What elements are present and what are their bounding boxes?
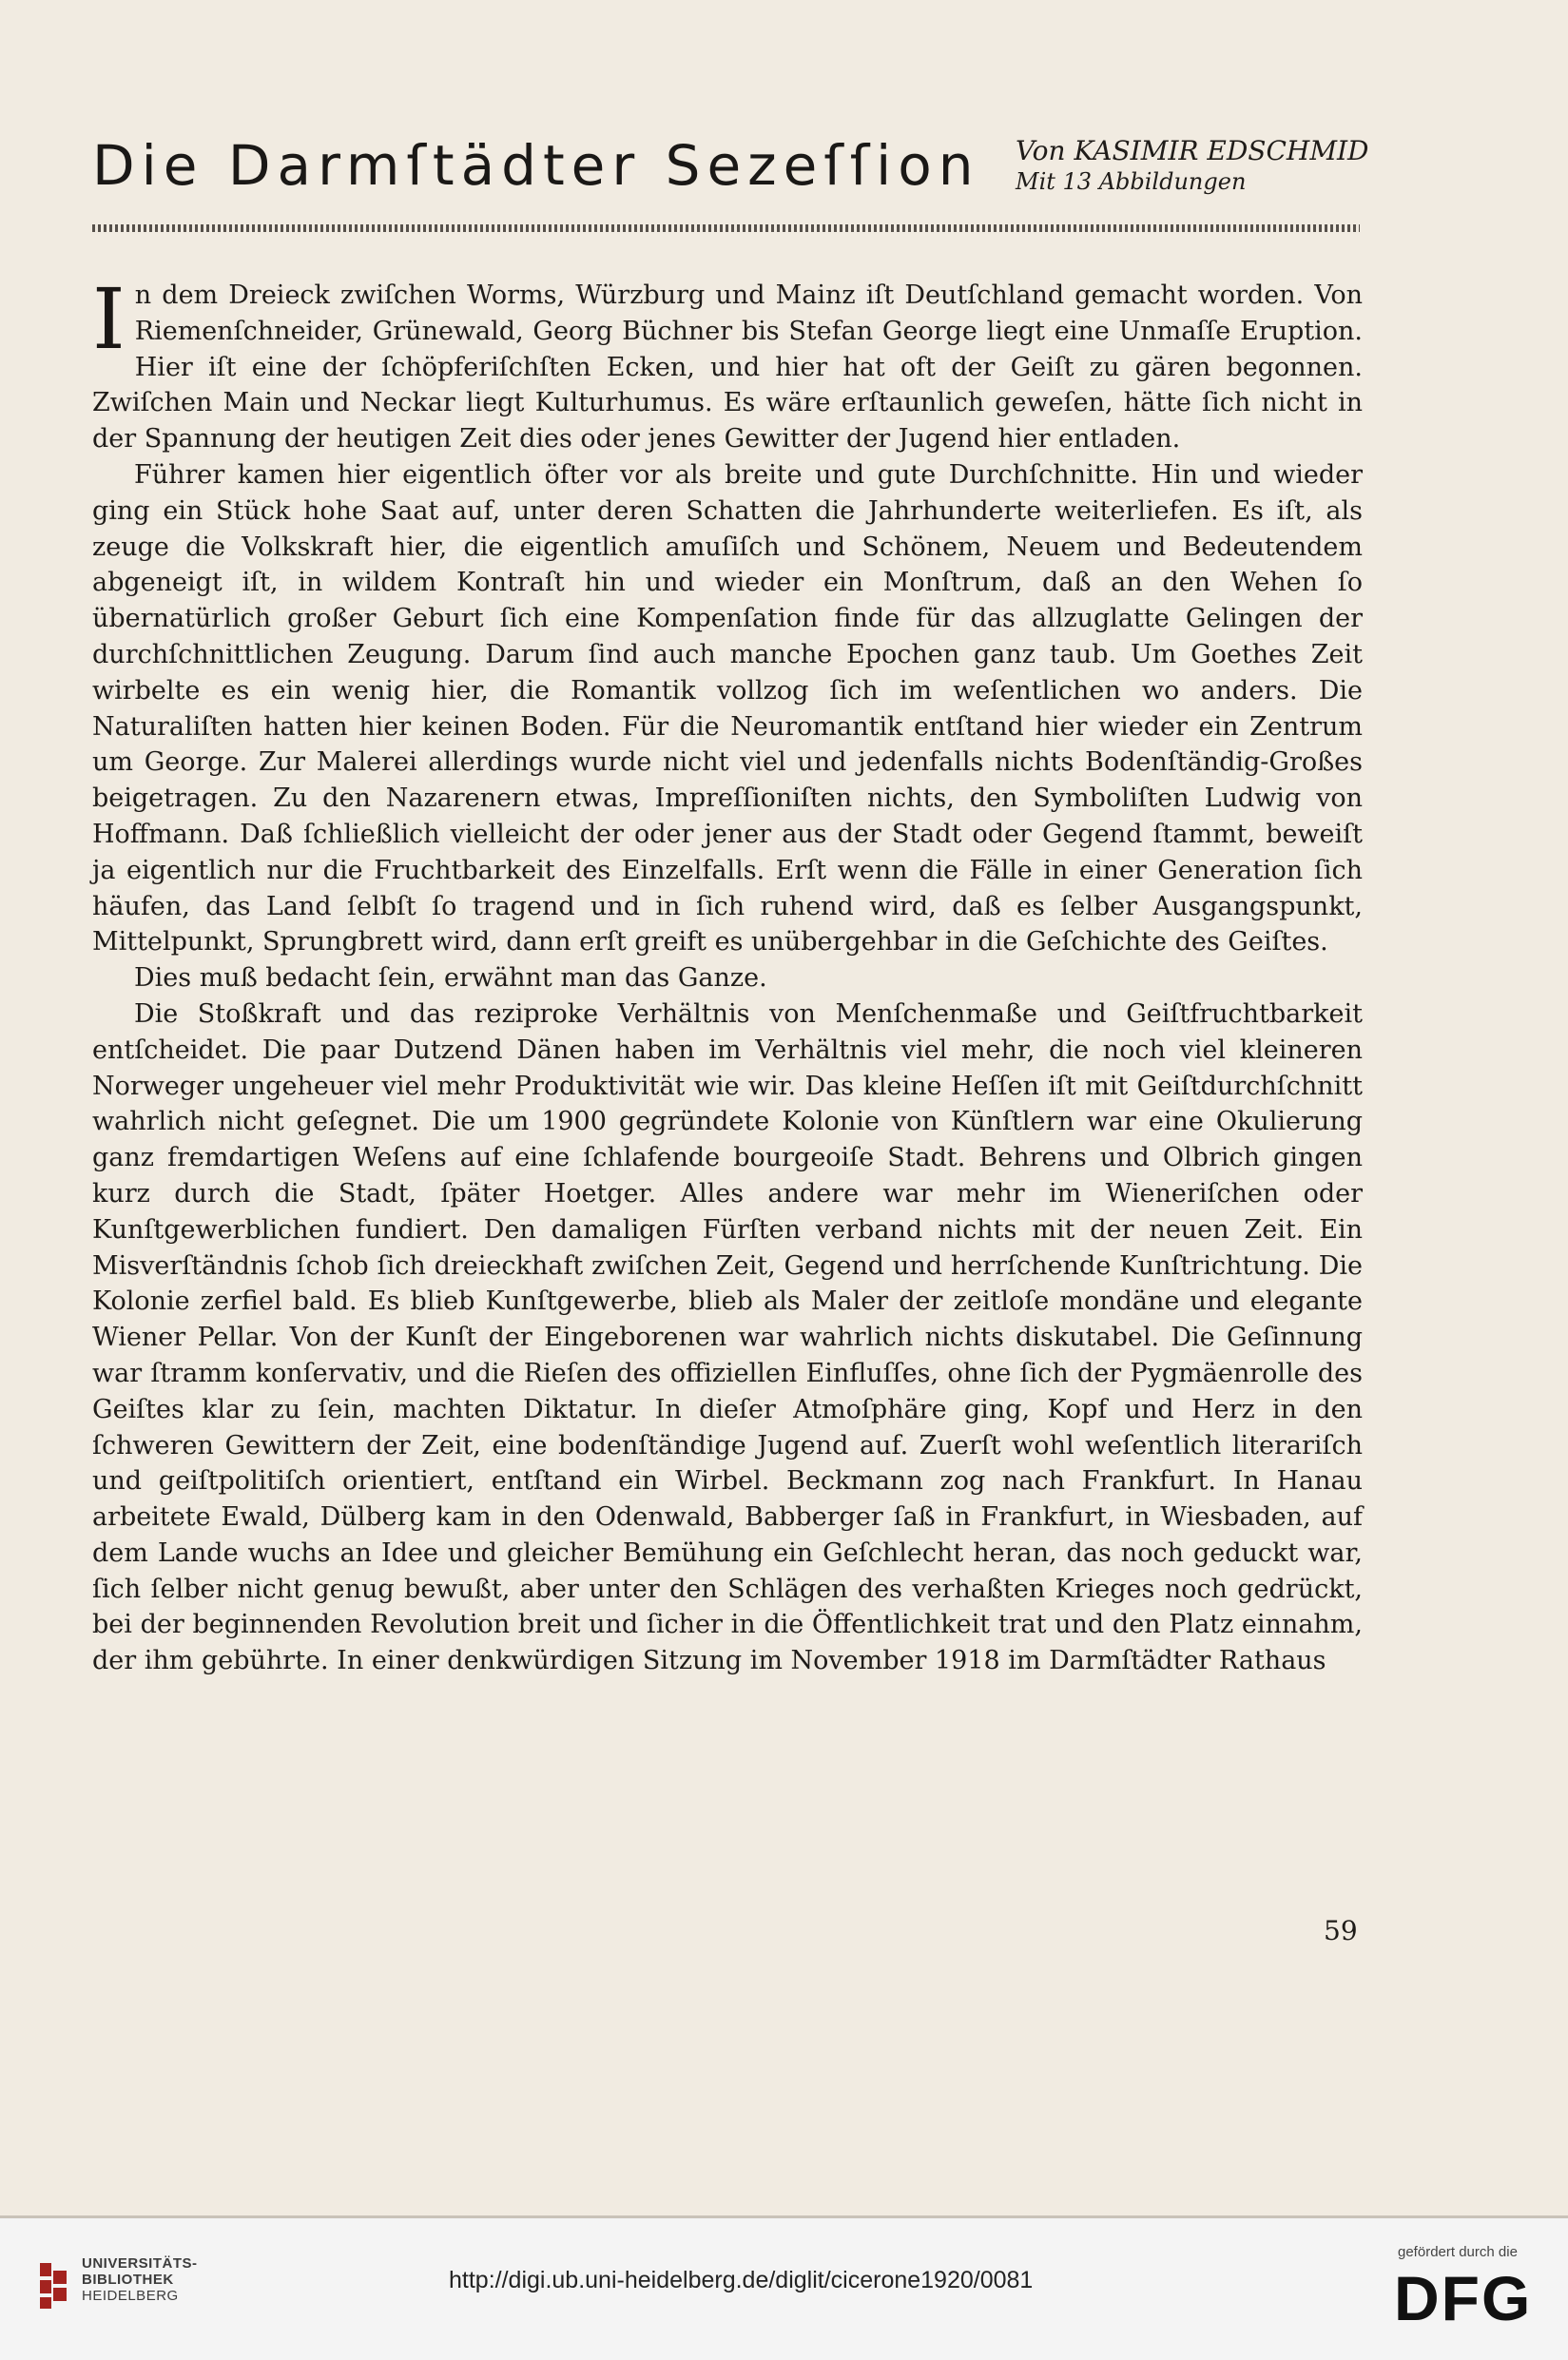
paragraph-1-text: n dem Dreieck zwiſchen Worms, Würzburg und Mainz iſt Deutſchland gemacht worden. Von Riemenſchneider, Grünewald, Georg Büchner bis Stefan George liegt eine Unmaſſe Eruption. Hier iſt eine der ſchöpferiſchſten Ecken, und hier hat oft der Geiſt zu gären begonnen. Zwiſchen Main und Neckar liegt Kulturhumus. Es wäre erſtaunlich geweſen, hätte ſich nicht in der Spannung der heutigen Zeit dies oder jenes Gewitter der Jugend hier entladen.: [92, 280, 1363, 455]
permalink[interactable]: http://digi.ub.uni-heidelberg.de/diglit/cicerone1920/0081: [449, 2267, 1034, 2293]
illustrations-note: Mit 13 Abbildungen: [1016, 168, 1247, 195]
funded-by-label: gefördert durch die: [1398, 2244, 1518, 2260]
dfg-logo: DFG: [1394, 2263, 1533, 2333]
article-title: Die Darmſtädter Sezeſſion: [92, 133, 980, 198]
paragraph-2: Führer kamen hier eigentlich öfter vor als breite und gute Durchſchnitte. Hin und wieder ging ein Stück hohe Saat auf, unter deren Schatten die Jahrhunderte weiterliefen. Es iſt, als zeuge die Volkskraft hier, die eigentlich amuſiſch und Schönem, Neuem und Bedeutendem abgeneigt iſt, in wildem Kontraſt hin und wieder ein Monſtrum, daß an den Wehen ſo übernatürlich großer Geburt ſich eine Kompenſation finde für das allzuglatte Gelingen der durchſchnittlichen Zeugung. Darum ſind auch manche Epochen ganz taub. Um Goethes Zeit wirbelte es ein wenig hier, die Romantik vollzog ſich im weſentlichen wo anders. Die Naturaliſten hatten hier keinen Boden. Für die Neuromantik entſtand hier wieder ein Zentrum um George. Zur Malerei allerdings wurde nicht viel und jedenfalls nichts Bodenſtändig-Großes beigetragen. Zu den Nazarenern etwas, Impreſſioniſten nichts, den Symboliſten Ludwig von Hoffmann. Daß ſchließlich vielleicht der oder jener aus der Stadt oder Gegend ſtammt, beweiſt ja eigentlich nur die Fruchtbarkeit des Einzelfalls. Erſt wenn die Fälle in einer Generation ſich häufen, das Land ſelbſt ſo tragend und in ſich ruhend wird, daß es ſelber Ausgangspunkt, Mittelpunkt, Sprungbrett wird, dann erſt greift es unübergehbar in die Geſchichte des Geiſtes.: [92, 459, 1363, 958]
digitization-footer: [0, 2215, 1568, 2360]
drop-cap: I: [92, 270, 126, 368]
paragraph-1: [92, 270, 1363, 457]
paragraph-3: Dies muß bedacht ſein, erwähnt man das Ganze.: [134, 963, 767, 994]
paragraph-4: Die Stoßkraft und das reziproke Verhältnis von Menſchenmaße und Geiſtfruchtbarkeit entſcheidet. Die paar Dutzend Dänen haben im Verhältnis viel mehr, die noch viel kleineren Norweger ungeheuer viel mehr Produktivität wie wir. Das kleine Heſſen iſt mit Geiſtdurchſchnitt wahrlich nicht geſegnet. Die um 1900 gegründete Kolonie von Künſtlern war eine Okulierung ganz fremdartigen Weſens auf eine ſchlafende bourgeoiſe Stadt. Behrens und Olbrich gingen kurz durch die Stadt, ſpäter Hoetger. Alles andere war mehr im Wieneriſchen oder Kunſtgewerblichen fundiert. Den damaligen Fürſten verband nichts mit der neuen Zeit. Ein Misverſtändnis ſchob ſich dreieckhaft zwiſchen Zeit, Gegend und herrſchende Kunſtrichtung. Die Kolonie zerfiel bald. Es blieb Kunſtgewerbe, blieb als Maler der zeitloſe mondäne und elegante Wiener Pellar. Von der Kunſt der Eingeborenen war wahrlich nichts diskutabel. Die Geſinnung war ſtramm konſervativ, und die Rieſen des offiziellen Einfluſſes, ohne ſich der Pygmäenrolle des Geiſtes klar zu ſein, machten Diktatur. In dieſer Atmoſphäre ging, Kopf und Herz in den ſchweren Gewittern der Zeit, eine bodenſtändige Jugend auf. Zuerſt wohl weſentlich literariſch und geiſtpolitiſch orientiert, entſtand ein Wirbel. Beckmann zog nach Frankfurt. In Hanau arbeitete Ewald, Dülberg kam in den Odenwald, Babberger ſaß in Frankfurt, in Wiesbaden, auf dem Lande wuchs an Idee und gleicher Bemühung ein Geſchlecht heran, das noch geduckt war, ſich ſelber nicht genug bewußt, aber unter den Schlägen des verhaßten Krieges noch gedrückt, bei der beginnenden Revolution breit und ſicher in die Öffentlichkeit trat und den Platz einnahm, der ihm gebührte. In einer denkwürdigen Sitzung im November 1918 im Darmſtädter Rathaus: [92, 998, 1363, 1676]
library-logo-icon: [38, 2261, 68, 2311]
library-name-line-1: UNIVERSITÄTS-: [82, 2255, 198, 2272]
page-number: 59: [1324, 1915, 1358, 1946]
dotted-rule: [92, 224, 1360, 232]
footer-divider: [0, 2215, 1568, 2218]
author-line: Von KASIMIR EDSCHMID: [1016, 135, 1369, 166]
library-name: [82, 2255, 198, 2304]
library-name-line-2: BIBLIOTHEK: [82, 2272, 174, 2288]
article-body: [92, 270, 1363, 1679]
library-name-line-3: HEIDELBERG: [82, 2288, 179, 2304]
byline: [1016, 135, 1369, 196]
